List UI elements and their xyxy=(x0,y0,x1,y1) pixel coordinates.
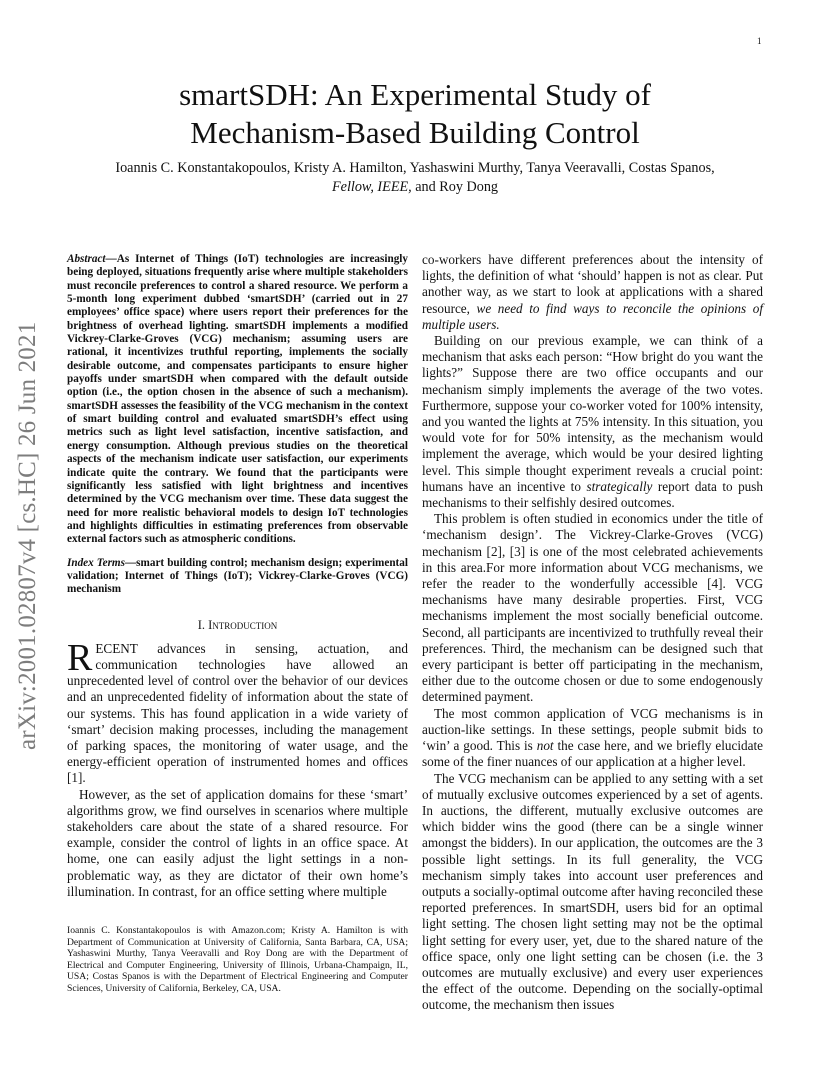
citation-link-1[interactable]: [1] xyxy=(67,770,83,786)
right-column xyxy=(422,252,763,1014)
right-paragraph-1 xyxy=(422,252,763,333)
right-paragraph-5: The VCG mechanism can be applied to any setting with a set of mutually exclusive outcomes experienced by a set of agents. In auctions, the different, mutually exclusive outcomes are which bidder wins the good (there can be a single winner amongst the bidders). In our application, the outcomes are the 3 possible light settings. In its full generality, the VCG mechanism simply takes into account user preferences and outputs a socially-optimal outcome after having reconciled these reported preferences. In smartSDH, users bid for an optimal light setting. The chosen light setting may not be the optimal light setting for every user, yet, due to the shared nature of the office space, only one light setting can be chosen (i.e. the 3 outcomes are mutually exclusive) and every user experiences the effect of the outcome. Depending on the socially-optimal outcome, the mechanism then issues xyxy=(422,770,763,1013)
paper-title xyxy=(90,76,740,152)
left-column xyxy=(67,253,408,900)
authors-part-1: Ioannis C. Konstantakopoulos, Kristy A. Hamilton, Yashaswini Murthy, Tanya Veeravalli, Costas Spanos, xyxy=(115,160,715,176)
intro-paragraph-1: RECENT advances in sensing, actuation, and communication technologies have allowed an unprecedented level of control over the behavior of our devices and an unprecedented fidelity of information about the state of our systems. This has found application in a wide variety of ‘smart’ decision making processes, including the management of parking spaces, the monitoring of water usage, and the energy-efficient operation of instrumented homes and offices [1]. xyxy=(67,636,408,786)
index-terms-text: —smart building control; mechanism design; experimental validation; Internet of Things (IoT); Vickrey-Clarke-Groves (VCG) mechanism xyxy=(67,556,408,596)
citation-link-2[interactable]: [2] xyxy=(486,543,502,559)
r-p1-text: co-workers have different preferences about the intensity of lights, the definition of what ‘should’ happen is not as clear. Put another way, as we start to look at applications with a shared resource, xyxy=(422,252,763,316)
index-terms-label: Index Terms xyxy=(67,556,125,569)
r-p4-text-b: the case here, and we briefly elucidate some of the finer nuances of our application at a higher level. xyxy=(422,738,763,770)
abstract-text: —As Internet of Things (IoT) technologies are increasingly being deployed, situations frequently arise where multiple stakeholders must reconcile preferences to control a shared resource. We perform a 5-month long experiment dubbed ‘smartSDH’ (carried out in 27 employees’ office space) where users report their preferences for the brightness of overhead lighting. smartSDH implements a modified Vickrey-Clarke-Groves (VCG) mechanism; assuming users are rational, it incentivizes truthful reporting, implements the socially desirable outcome, and compensates participants to ensure higher payoffs under smartSDH when compared with the default outside option (i.e., the option chosen in the absence of such a mechanism). smartSDH assesses the feasibility of the VCG mechanism in the context of smart building control and evaluated smartSDH’s effect using metrics such as light level satisfaction, incentive satisfaction, and energy consumption. Although previous studies on the theoretical aspects of the mechanism indicate user satisfaction, our experiments indicate quite the contrary. We found that the participants were significantly less satisfied with light brightness and incentives determined by the VCG mechanism over time. These data suggest the need for more realistic behavioral models to design IoT technologies and highlights difficulties in estimating preferences from observable external factors such as atmospheric conditions. xyxy=(67,253,408,546)
section-heading xyxy=(67,617,408,633)
authors-fellow: Fellow, IEEE, xyxy=(331,179,412,195)
right-paragraph-2 xyxy=(422,333,763,511)
citation-link-3[interactable]: [3] xyxy=(509,543,526,559)
section-title: Introduction xyxy=(208,617,278,632)
r-p3-text-a: This problem is often studied in economics under the title of ‘mechanism design’. The Vickrey-Clarke-Groves (VCG) mechanism xyxy=(422,511,763,559)
r-p2-emphasis: strategically xyxy=(586,478,653,494)
page-number: 1 xyxy=(757,36,762,46)
arxiv-stamp: arXiv:2001.02807v4 [cs.HC] 26 Jun 2021 xyxy=(14,321,41,750)
title-line-2: Mechanism-Based Building Control xyxy=(190,115,640,150)
r-p2-text-b: report data to push mechanisms to their selfishly desired outcomes. xyxy=(422,478,763,511)
r-p1-emphasis: we need to find ways to reconcile the opinions of multiple users. xyxy=(422,300,763,332)
r-p3-text-b: is one of the most celebrated achievements in this area.For more information about VCG mechanisms, we refer the reader to the wonderfully accessible xyxy=(422,543,763,592)
citation-link-4[interactable]: [4] xyxy=(707,576,723,592)
r-p3-text-c: . VCG mechanisms have many desirable properties. First, VCG mechanisms implement the most socially beneficial outcome. Second, all participants are incentivized to truthfully reveal their preferences. Third, the mechanism can be designed such that every participant is better off participating in the mechanism, either due to the outcome chosen or due to some endogenously determined payment. xyxy=(422,576,763,705)
drop-cap: R xyxy=(67,636,93,679)
abstract-label: Abstract xyxy=(67,253,106,265)
authors-part-2: and Roy Dong xyxy=(411,179,499,195)
author-list xyxy=(105,159,725,197)
r-p4-emphasis: not xyxy=(536,738,554,754)
title-line-1: smartSDH: An Experimental Study of xyxy=(179,77,651,112)
right-paragraph-4 xyxy=(422,706,763,771)
intro-p1-text: ECENT advances in sensing, actuation, and communication technologies have allowed an unprecedented level of control over the behavior of our devices and an unprecedented fidelity of information about the state of our systems. This has found application in a wide variety of ‘smart’ decision making processes, including the management of parking spaces, the monitoring of water usage, and the energy-efficient operation of instrumented homes and offices xyxy=(67,640,408,770)
index-terms xyxy=(67,557,408,597)
footnote: Ioannis C. Konstantakopoulos is with Amazon.com; Kristy A. Hamilton is with Department of Communication at University of California, Santa Barbara, CA, USA; Yashaswini Murthy, Tanya Veeravalli and Roy Dong are with the Department of Electrical and Computer Engineering, University of Illinois, Urbana-Champaign, IL, USA; Costas Spanos is with the Department of Electrical Engineering and Computer Sciences, University of California, Berkeley, CA, USA. xyxy=(67,925,408,994)
abstract xyxy=(67,253,408,547)
intro-paragraph-2: However, as the set of application domains for these ‘smart’ algorithms grow, we find ourselves in scenarios where multiple stakeholders care about the state of a shared resource. For example, consider the control of lights in an office space. At home, one can easily adjust the light settings in a non-problematic way, as they are dictator of their own home’s illumination. In contrast, for an office setting where multiple xyxy=(67,786,408,899)
r-p4-text-a: The most common application of VCG mechanisms is in auction-like settings. In these settings, people submit bids to ‘win’ a good. This is xyxy=(422,705,763,754)
r-p2-text-a: Building on our previous example, we can think of a mechanism that asks each person: “How bright do you want the lights?” Suppose there are two office occupants and our mechanism simply implements the average of the two votes. Furthermore, suppose your co-worker voted for 100% intensity, and you wanted the lights at 75% intensity. In this situation, you would vote for for 50% intensity, as the mechanism would implement the average, which would be your desired lighting level. This simple thought experiment reveals a crucial point: humans have an incentive to xyxy=(422,333,763,494)
section-number: I. xyxy=(197,617,209,632)
right-paragraph-3: This problem is often studied in economics under the title of ‘mechanism design’. The Vickrey-Clarke-Groves (VCG) mechanism [2], [3] is one of the most celebrated achievements in this area.For more information about VCG mechanisms, we refer the reader to the wonderfully accessible [4]. VCG mechanisms have many desirable properties. First, VCG mechanisms implement the most socially beneficial outcome. Second, all participants are incentivized to truthfully reveal their preferences. Third, the mechanism can be designed such that every participant is better off participating in the mechanism, either due to the outcome chosen or due to some endogenously determined payment. xyxy=(422,511,763,705)
